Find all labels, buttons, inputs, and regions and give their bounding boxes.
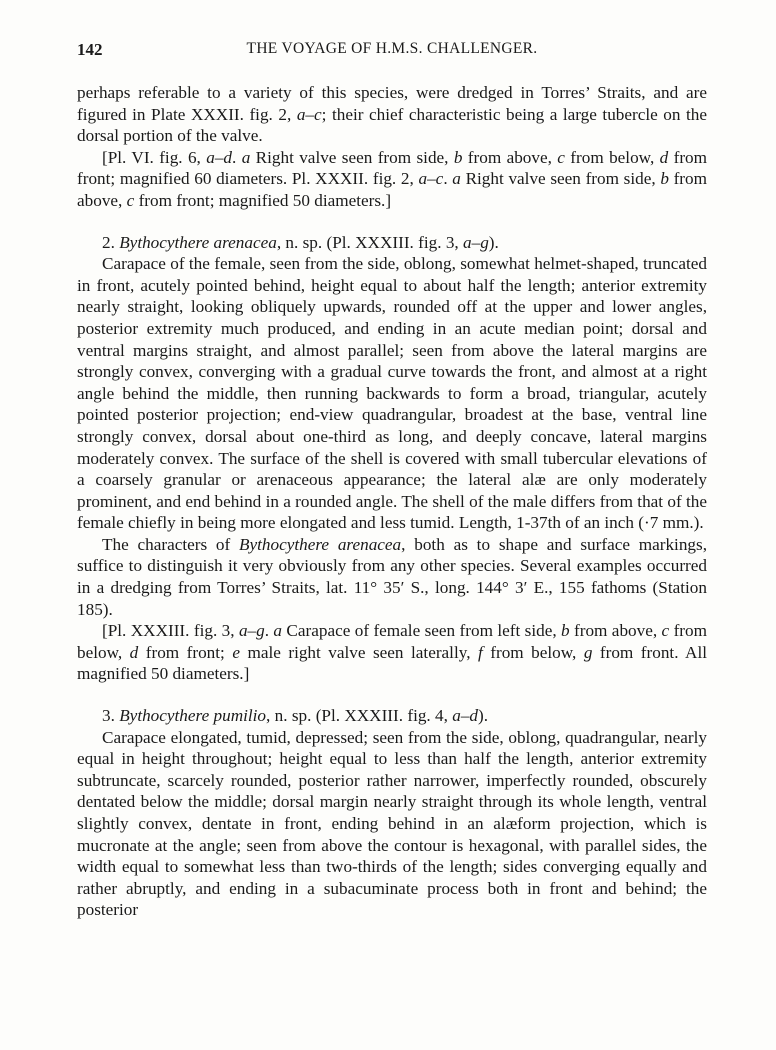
plate-reference-2: [Pl. XXXIII. fig. 3, a–g. a Carapace of female seen from left side, b from above, c from below, d from front; e male right valve seen laterally, f from below, g from front. All magnified 50 diameters.] [77, 621, 707, 684]
page-body [77, 82, 707, 921]
species-heading-2: 2. Bythocythere arenacea, n. sp. (Pl. XXXIII. fig. 3, a–g). [102, 232, 499, 252]
page-header [77, 40, 707, 64]
species-description-2: Carapace of the female, seen from the side, oblong, somewhat helmet-shaped, truncated in front, acutely pointed behind, height equal to about half the length; anterior extremity nearly straight, looking obliquely upwards, rounded off at the upper and lower angles, posterior extremity much produced, and ending in an acute median point; dorsal and ventral margins straight, and almost parallel; seen from above the lateral margins are strongly convex, converging with a gradual curve towards the front, and almost at a right angle behind the middle, then running backwards to form a broad, triangular, acutely pointed posterior projection; end-view quadrangular, broadest at the base, ventral line strongly convex, dorsal about one-third as long, and deeply concave, lateral margins moderately convex. The surface of the shell is covered with small tubercular elevations of a coarsely granular or arenaceous appearance; the lateral alæ are only moderately prominent, and end behind in a rounded angle. The shell of the male differs from that of the female chiefly in being more elongated and less tumid. Length, 1-37th of an inch (·7 mm.). [77, 254, 707, 533]
plate-reference-1: [Pl. VI. fig. 6, a–d. a Right valve seen from side, b from above, c from below, d from front; magnified 60 diameters. Pl. XXXII. fig. 2, a–c. a Right valve seen from side, b from above, c from front; magnified 50 diameters.] [77, 147, 708, 210]
page-number: 142 [77, 40, 103, 59]
paragraph-continuation: perhaps referable to a variety of this species, were dredged in Torres’ Straits, and are figured in Plate XXXII. fig. 2, a–c; their chief characteristic being a large tubercle on the dorsal portion of the valve. [77, 83, 708, 146]
species-heading-3: 3. Bythocythere pumilio, n. sp. (Pl. XXXIII. fig. 4, a–d). [102, 706, 489, 726]
running-title: THE VOYAGE OF H.M.S. CHALLENGER. [246, 40, 538, 57]
species-remarks-2: The characters of Bythocythere arenacea, both as to shape and surface markings, suffice to distinguish it very obviously from any other species. Several examples occurred in a dredging from Torres’ Straits, lat. 11° 35′ S., long. 144° 3′ E., 155 fathoms (Station 185). [77, 534, 707, 619]
species-description-3: Carapace elongated, tumid, depressed; seen from the side, oblong, quadrangular, nearly equal in height throughout; height equal to less than half the length, anterior extremity subtruncate, scarcely rounded, posterior rather narrower, imperfectly rounded, obscurely dentated below the middle; dorsal margin nearly straight through its whole length, ventral slightly convex, dentate in front, ending behind in an alæform projection, which is mucronate at the angle; seen from above the contour is hexagonal, with parallel sides, the width equal to somewhat less than two-thirds of the length; sides converging equally and rather abruptly, and ending in a subacuminate process both in front and behind; the posterior [77, 727, 707, 920]
